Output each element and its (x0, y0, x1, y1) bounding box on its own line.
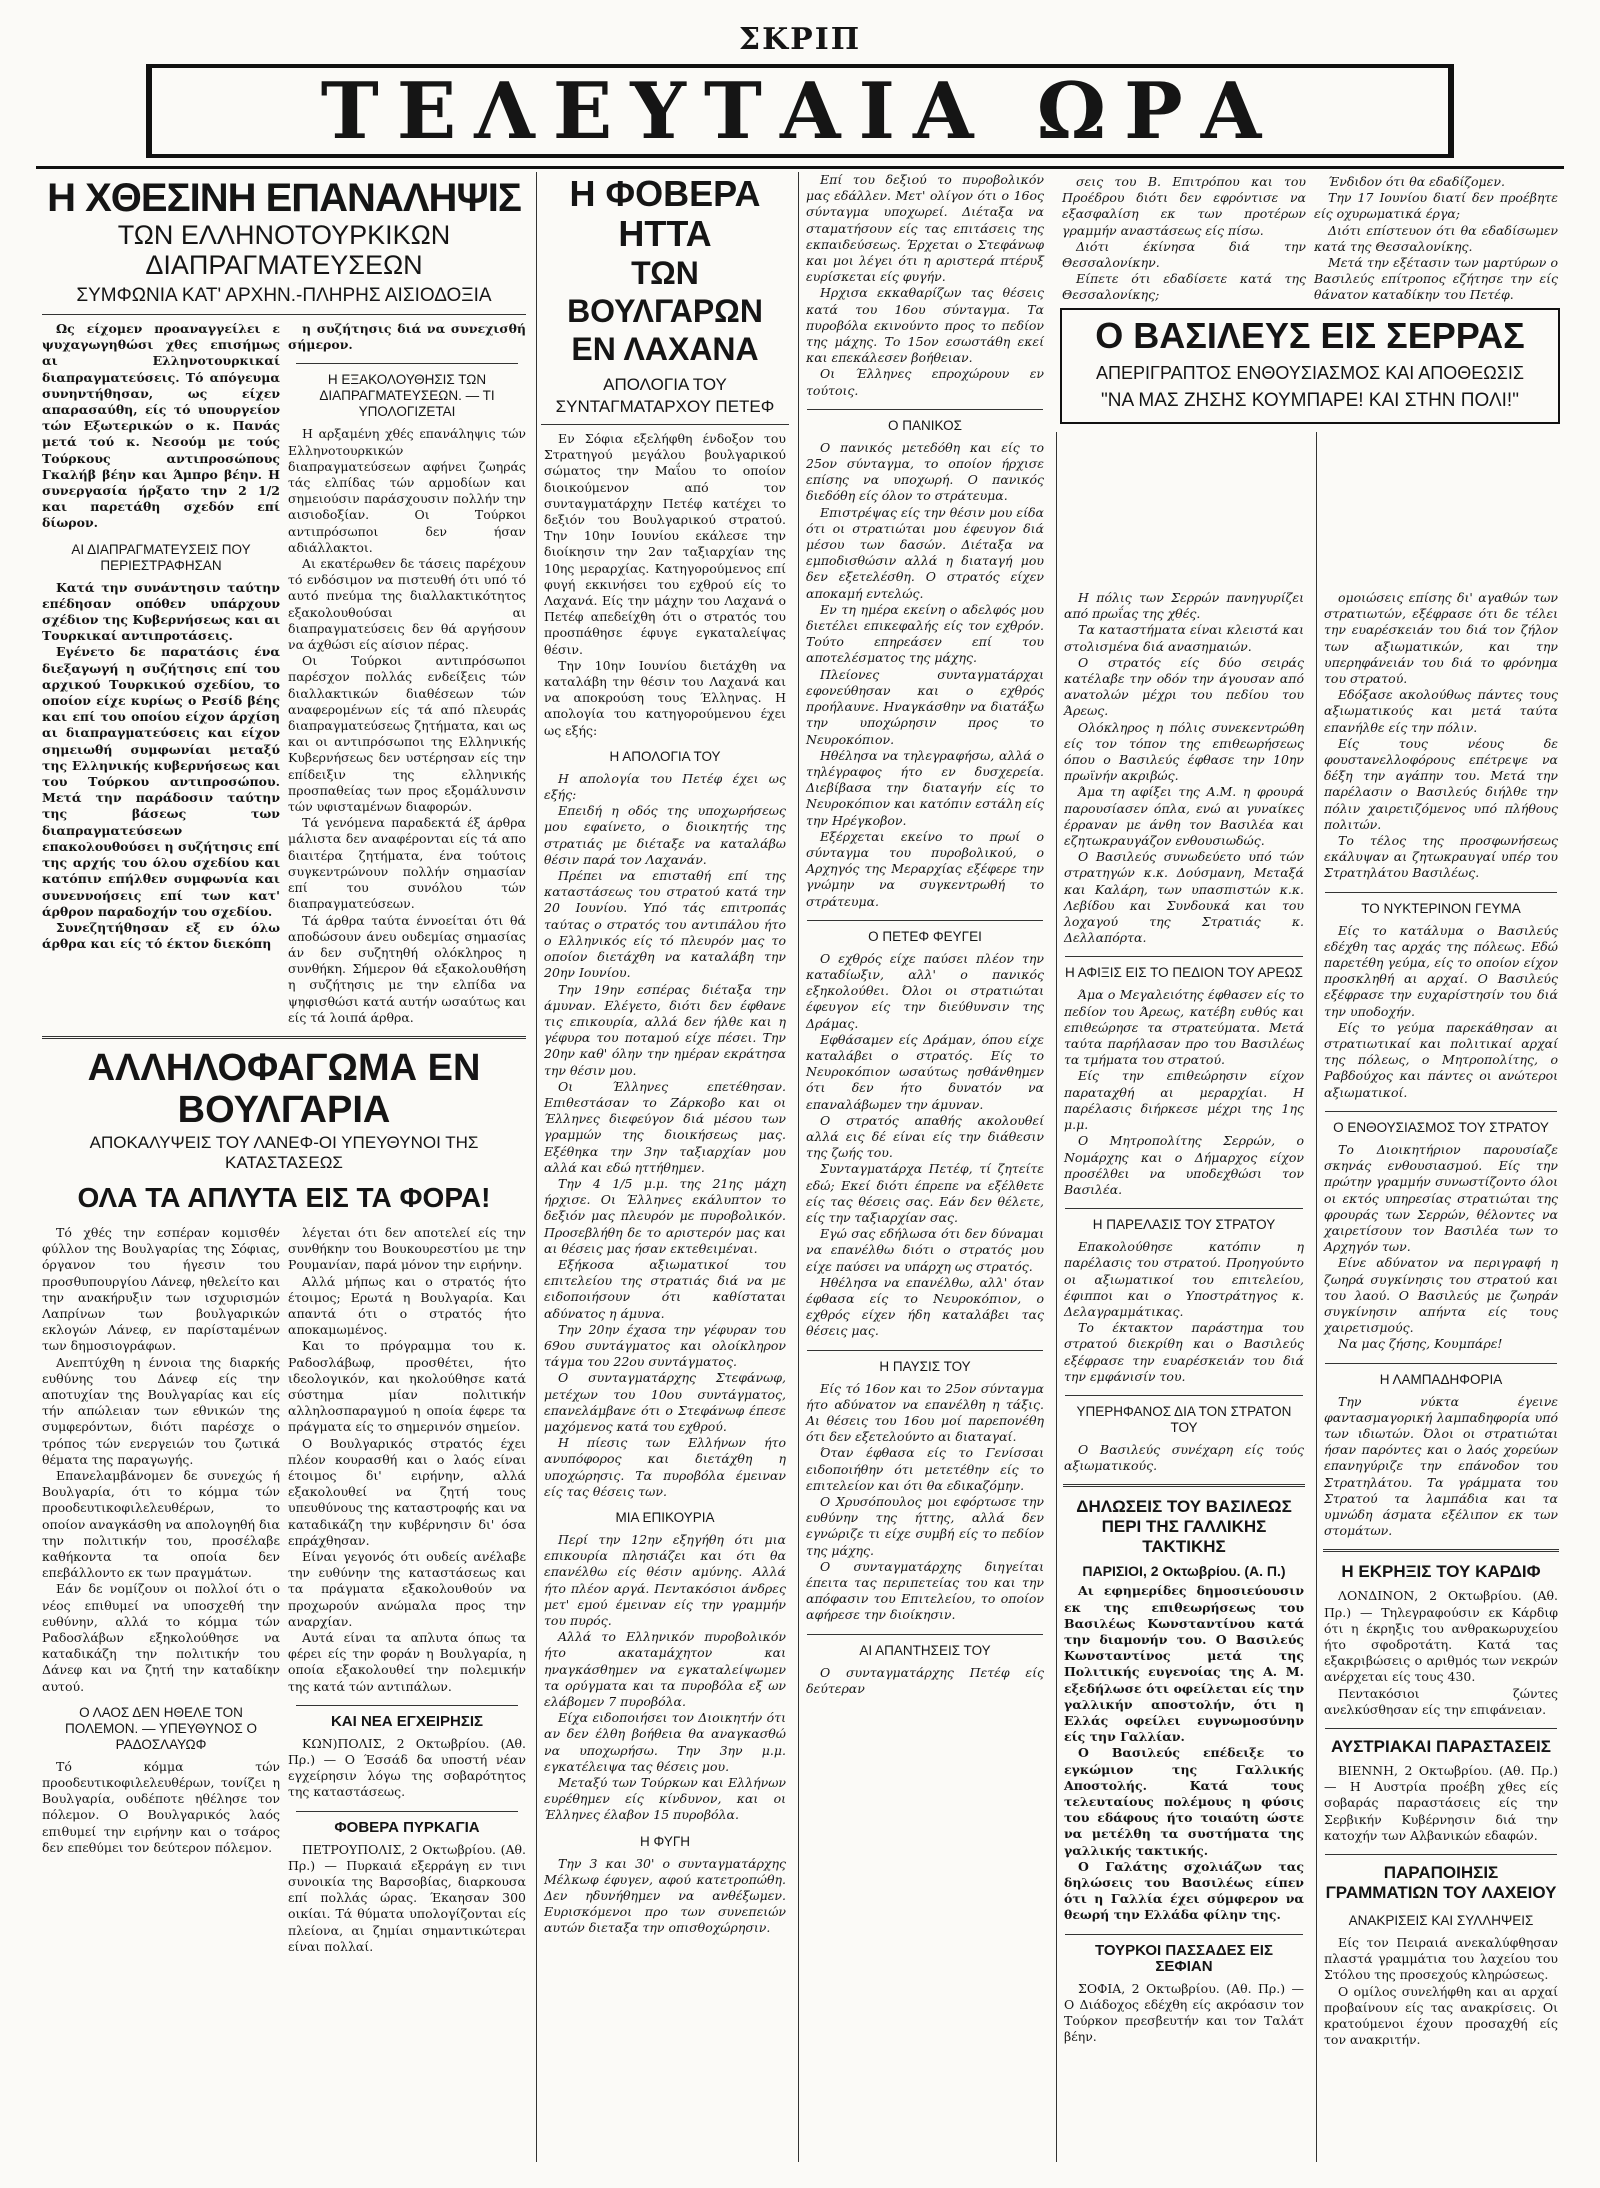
paragraph: Εγένετο δε παρατάσις ένα διεξαγωγή η συζήτησις επί του αρχικού Τουρκικού σχεδίου, το οποίον είχε κυρίως ο Ρεσίδ βέης και επί του οποίου είχον άρχίση αι διαπραγματεύσεις και είχον σημειωθή συμφωνίαι μεταξύ της Ελληνικής κυβερνήσεως και του Τούρκου αντιπροσώπου. Μετά την παράδοσιν ταύτην της βάσεως των διαπραγματεύσεων επακολουθούσει η συζήτησις επί της αρχής του όλου σχεδίου και κατόπιν επήλθεν συμφωνία και συνεννοήσεις επί των κατ' άρθρον παραδοχήν του σχεδίου. (42, 644, 280, 919)
paragraph: Οι Έλληνες επετέθησαν. Επιθεστάσαν το Ζάρκοβο και οι Έλληνες διεφεύγον διά μέσου των γραμμών της διοικήσεως μας. Εξέθηκα την 3ην ταξιαρχίαν μου αλλά και εδώ ηττήθημεν. (544, 1078, 786, 1175)
subheading: Ο ΠΑΝΙΚΟΣ (807, 409, 1043, 434)
paragraph: Ο Χρυσόπουλος μοι εφόρτωσε την ευθύνην της ήττης, αλλά δεν εγνώριζε τι είχε συμβή είς το πεδίον της μάχης. (806, 1494, 1044, 1558)
paragraph: Άμα ο Μεγαλειότης έφθασεν είς το πεδίον του Άρεως, κατέβη ευθύς και επιθεώρησε τα στρατεύματα. Μετά ταύτα παρήλασαν προ του Βασιλέως τα τμήματα του στρατού. (1064, 987, 1304, 1068)
subcolumn-left (1062, 174, 1306, 304)
paragraph: Αλλά το Ελληνικόν πυροβολικόν ήτο ακαταμάχητον και ηναγκάσθημεν να εγκαταλείψωμεν τα ορύγματα και τα πυροβόλα εξ ων ελάβομεν 7 πυροβόλα. (544, 1629, 786, 1710)
column-3 (798, 172, 1051, 2162)
paragraph: Οι Έλληνες επροχώρουν εν τούτοις. (806, 366, 1044, 398)
paragraph: Όταν έφθασα είς το Γενίσσαι ειδοποιήθην ότι μετετέθην είς το επιτελείον και ότι θα εδικαζόμην. (806, 1445, 1044, 1493)
paragraph: η συζήτησις διά να συνεχισθή σήμερον. (288, 321, 526, 353)
paragraph: Πρέπει να επισταθή επί της καταστάσεως του στρατού κατά την 20 Ιουνίου. Υπό τάς επιτροπάς ταύτας ο στρατός του αντιπάλου ήτο ο Ελληνικός είς τό πλευρόν μας το οποίον διετάχθη να καταλάβη την 20ην Ιουνίου. (544, 868, 786, 981)
paragraph: Την 10ην Ιουνίου διετάχθη να καταλάβη την θέσιν του Λαχανά και να αποκρούση τους Έλληνας. Η απολογία του κατηγορούμενου έχει ως εξής: (544, 657, 786, 738)
paragraph: ΣΟΦΙΑ, 2 Οκτωβρίου. (Αθ. Πρ.) — Ο Διάδοχος εδέχθη είς ακρόασιν τον Τούρκον πρεσβευτήν και τον Ταλάτ βέην. (1064, 1980, 1304, 2045)
paragraph: ΛΟΝΔΙΝΟΝ, 2 Οκτωβρίου. (Αθ. Πρ.) — Τηλεγραφούσιν εκ Κάρδιφ ότι η έκρηξις του ανθρακωρυχείου ήτο σφοδροτάτη. Κατά τας εξακριβώσεις ο αριθμός των νεκρών ανέρχεται είς τους 430. (1324, 1588, 1558, 1685)
paragraph: Την 17 Ιουνίου διατί δεν προέβητε είς οχυρωματικά έργα; (1314, 190, 1558, 222)
article-headline: ΑΛΛΗΛΟΦΑΓΩΜΑ ΕΝ ΒΟΥΛΓΑΡΙΑ (87, 1046, 481, 1131)
paragraph: Είπετε ότι εδαδίσετε κατά της Θεσσαλονίκης; (1062, 271, 1306, 303)
paragraph: Ο συνταγματάρχης διηγείται έπειτα τας περιπετείας του και την απόφασιν του Επιτελείου, το οποίον αφήρεσε την διοίκησιν. (806, 1558, 1044, 1623)
paragraph: Ολόκληρος η πόλις συνεκεντρώθη είς τον τόπον της επιθεωρήσεως όπου ο Βασιλεύς έφθασε την 10ην πρωϊνήν ακριβώς. (1064, 719, 1304, 784)
paragraph: Εν τη ημέρα εκείνη ο αδελφός μου διετέλει επικεφαλής είς τον εχθρόν. Τούτο επηρεάσεν επί του αποτελέσματος της μάχης. (806, 601, 1044, 666)
paragraph: Την 3 και 30' ο συνταγματάρχης Μέλκωφ έφυγεν, αφού κατετροπώθη. Δεν ηδυνήθημεν να ανθέξωμεν. Ευρισκόμενοι προ των συνεπειών αυτών διεταξα την οπισθοχώρησιν. (544, 1855, 786, 1936)
subheading: ΦΟΒΕΡΑ ΠΥΡΚΑΓΙΑ (296, 1811, 518, 1836)
paragraph: Επανελαμβάνομεν δε συνεχώς ή Βουλγαρία, ότι το κόμμα τών προοδευτικοφιλελευθέρων, το οποίον αναγκάσθη να απολογηθή δια την πολιτικήν του, προσέλαβε καθήκοντα τα οποία δεν επεβάλλοντο εκ των πραγμάτων. (42, 1467, 280, 1581)
paragraph: Εγώ σας εδήλωσα ότι δεν δύναμαι να επανέλθω διότι ο στρατός μου είχε παύσει να υπάρχη ως στρατός. (806, 1226, 1044, 1274)
article-deck: "ΝΑ ΜΑΣ ΖΗΣΗΣ ΚΟΥΜΠΑΡΕ! ΚΑΙ ΣΤΗΝ ΠΟΛΙ!" (1101, 389, 1519, 411)
article-deck: ΣΥΜΦΩΝΙΑ ΚΑΤ' ΑΡΧΗΝ.-ΠΛΗΡΗΣ ΑΙΣΙΟΔΟΞΙΑ (42, 284, 526, 315)
paragraph: Ο Βασιλεύς συνέχαρη είς τούς αξιωματικούς. (1064, 1441, 1304, 1474)
paragraph: σεις του Β. Επιτρόπου και του Προέδρου διότι δεν εφρόντισε να εξασφαλίση εκ των προτέρων γραμμήν αναστάσεως είς πίσω. (1062, 174, 1306, 238)
paragraph: Ο πανικός μετεδόθη και είς το 25ον σύνταγμα, το οποίον ήρχισε επίσης να υποχωρή. Ο πανικός διεδόθη είς όλον το στράτευμα. (806, 439, 1044, 504)
paragraph: Ανεπτύχθη η έννοια της διαρκής ευθύνης του Δάνεφ είς την αποτυχίαν της Βουλγαρίας και είς τήν απώλειαν των εθνικών της συμφερόντων, διότι παρέσχε ο τρόπος τών ενεργειών του ζωτικά θέματα της παραγωγής. (42, 1354, 280, 1467)
paragraph: Πλείονες συνταγματάρχαι εφονεύθησαν και ο εχθρός προήλαυνε. Ηναγκάσθην να διατάξω την υποχώρησιν προς το Νευροκόπιον. (806, 666, 1044, 747)
column-4 (1056, 172, 1311, 2162)
article-headline-2: ΤΩΝ ΒΟΥΛΓΑΡΩΝ ΕΝ ΛΑΧΑΝΑ (567, 255, 763, 367)
paragraph: Ο Βασιλεύς επέδειξε το εγκώμιον της Γαλλικής Αποστολής. Κατά τους τελευταίους πολέμους η φύσις του εδάφους ήτο τοιαύτη ώστε να μετέλθη τα συστήματα της γαλλικής τακτικής. (1064, 1745, 1304, 1858)
paragraph: Ο στρατός είς δύο σειράς κατέλαβε την οδόν την άγουσαν από ανατολών μέχρι του πεδίου του Άρεως. (1064, 654, 1304, 719)
paragraph: ΒΙΕΝΝΗ, 2 Οκτωβρίου. (Αθ. Πρ.) — Η Αυστρία προέβη χθες είς σοβαράς παραστάσεις είς την Σερβικήν Κυβέρνησιν διά την κατοχήν των Αλβανικών εδαφών. (1324, 1762, 1558, 1843)
subcolumn-right (288, 1225, 526, 1955)
paragraph: Να μας ζήσης, Κουμπάρε! (1338, 1336, 1503, 1352)
paragraph: Ηθέλησα να τηλεγραφήσω, αλλά ο τηλέγραφος ήτο εν δυσχερεία. Διεβίβασα την διαταγήν είς το Νευροκόπιον και κατόπιν εστάλη είς την Ηρέγκοβον. (806, 747, 1044, 828)
subheading: Η ΛΑΜΠΑΔΗΦΟΡΙΑ (1325, 1363, 1557, 1388)
subheading: ΑΥΣΤΡΙΑΚΑΙ ΠΑΡΑΣΤΑΣΕΙΣ (1325, 1728, 1557, 1757)
paragraph: Τα καταστήματα είναι κλειστά και στολισμένα διά ανασημαιών. (1064, 622, 1304, 654)
paragraph: Εξήκοσα αξιωματικοί του επιτελείου της στρατιάς διά να με ειδοποιήσουν ότι καθίσταται αδύνατος η άμυνα. (544, 1256, 786, 1321)
subheading: ΜΙΑ ΕΠΙΚΟΥΡΙΑ (615, 1510, 715, 1525)
paragraph: Ηθέλησα να επανέλθω, αλλ' όταν έφθασα είς το Νευροκόπιον, ο εχθρός είχεν ήδη καταλάβει τας θέσεις μας. (806, 1274, 1044, 1339)
paragraph: Αι εφημερίδες δημοσιεύουσιν εκ της επιθεωρήσεως του Βασιλέως Κωνσταντίνου κατά την διαμονήν του. Ο Βασιλεύς Κωνσταντίνος μετά της Πολιτικής ευγενοίας της Α. Μ. εξεδήλωσε ότι οφείλεται είς την γαλλικήν αποστολήν, ότι η Ελλάς οφείλει ευγνωμοσύνην είς την Γαλλίαν. (1064, 1583, 1304, 1745)
article-subheadline: ΑΠΕΡΙΓΡΑΠΤΟΣ ΕΝΘΟΥΣΙΑΣΜΟΣ ΚΑΙ ΑΠΟΘΕΩΣΙΣ (1096, 362, 1524, 383)
subheading: Ο ΠΕΤΕΦ ΦΕΥΓΕΙ (807, 920, 1043, 945)
paragraph: Την νύκτα έγεινε φαντασμαγορική λαμπαδηφορία υπό των ιδιωτών. Όλοι οι στρατιώται ήσαν παρόντες και ο λαός χορεύων επανηγύριζε την επάνοδον του Στρατηλάτου. Τα γράμματα του Στρατού τα λαμπάδια και τα υμνώδη άσματα εξέλιπον εκ των στομάτων. (1324, 1393, 1558, 1539)
king-article-top (1056, 172, 1564, 432)
paragraph: Τό κόμμα τών προοδευτικοφιλελευθέρων, τονίζει η Βουλγαρία, ουδέποτε ηθέλησε τον πόλεμον. Ο Βουλγαρικός λαός επιθυμεί την ειρήνην και ο τσάρος δεν επεθύμει τον δεύτερον πόλεμον. (42, 1758, 280, 1855)
paragraph: Ο στρατός απαθής ακολουθεί αλλά εις δέ είναι είς την διάθεσιν της ζωής του. (806, 1112, 1044, 1161)
columns (36, 172, 1564, 2162)
subcolumn-left (42, 321, 280, 1026)
paragraph: Εφθάσαμεν είς Δράμαν, όπου είχε καταλάβει ο στρατός. Είς το Νευροκόπιον ωσαύτως ησθάνθημεν ότι δεν ήτο δυνατόν να επαναλάβωμεν την άμυναν. (806, 1031, 1044, 1112)
paragraph: Την 20ην έχασα την γέφυραν του 69ου συντάγματος και ολοίκληρον τάγμα του 22ου συντάγματος. (544, 1321, 786, 1370)
paragraph: Μετά την εξέτασιν των μαρτύρων ο Βασιλεύς επίτροπος εζήτησε την είς θάνατον καταδίκην του Πετέφ. (1314, 255, 1558, 303)
paragraph: Πεντακόσιοι ζώντες ανελκύσθησαν είς την επιφάνειαν. (1324, 1685, 1558, 1717)
paragraph: Ο συνταγματάρχης Πετέφ είς δεύτεραν (806, 1664, 1044, 1696)
subheading: ΚΑΙ ΝΕΑ ΕΓΧΕΙΡΗΣΙΣ (296, 1705, 518, 1730)
paragraph: Εδόξασε ακολούθως πάντες τους αξιωματικούς και μετά ταύτα επανήλθε είς την πόλιν. (1324, 687, 1558, 735)
column-5 (1316, 172, 1565, 2162)
paragraph: Την 4 1/5 μ.μ. της 21ης μάχη ήρχισε. Οι Έλληνες εκάλυπτον το δεξιόν μας πλευρόν με πυροβολικόν. Προσεβλήθη δε το αριστερόν μας και αι θέσεις μας ήσαν εκτεθειμέναι. (544, 1175, 786, 1256)
paragraph: Η πίεσις των Ελλήνων ήτο ανυπόφορος και διετάχθη η υποχώρησις. Τα πυροβόλα έμειναν είς τας θέσεις των. (544, 1435, 786, 1499)
paragraph: Τό χθές την εσπέραν κομισθέν φύλλον της Βουλγαρίας της Σόφιας, όργανον του ήγεσιν του προσθυπουργίου Λάνεφ, ηθελείτο και την ανακήρυξιν των ισχυρισμών Λαπρίνων των βουλγαρικών εκλογών Λάνεφ, εν παρίσταμένων των δημοσιογράφων. (42, 1224, 280, 1354)
paragraph: Είς το κατάλυμα ο Βασιλεύς εδέχθη τας αρχάς της πόλεως. Εδώ παρετέθη γεύμα, είς το οποίον είχον προσκληθή αι αρχαί. Ο Βασιλεύς εξέφρασε την ευχαρίστησίν του διά την υποδοχήν. (1324, 922, 1558, 1019)
subheading: Η ΑΠΟΛΟΓΙΑ ΤΟΥ (609, 748, 721, 764)
divider (42, 1036, 526, 1039)
paragraph: Ένδιδον ότι θα εδαδίζομεν. (1328, 174, 1505, 189)
subheading: Ο ΕΝΘΟΥΣΙΑΣΜΟΣ ΤΟΥ ΣΤΡΑΤΟΥ (1325, 1111, 1557, 1136)
paragraph: Είχα ειδοποιήσει τον Διοικητήν ότι αν δεν έλθη βοήθεια θα αναγκασθώ να υποχωρήσω. Την 3ην μ.μ. εγκατέλειψα τας θέσεις μου. (544, 1710, 786, 1774)
paragraph: ομοιώσεις επίσης δι' αγαθών των στρατιωτών, εξέφρασε ότι δε τέλει την ευαρέσκειάν του διά τον ζήλον των αξιωματικών, και την υπερηφάνειάν του διά το φρόνημα του στρατού. (1324, 590, 1558, 687)
divider (1323, 1549, 1559, 1552)
subcolumn-right (288, 321, 526, 1026)
paragraph: Επί του δεξιού το πυροβολικόν μας εδάλλεν. Μετ' ολίγον ότι ο 16ος σύνταγμα υποχωρεί. Διέταξα να σταματήσουν είς τας επιτάσεις της εκπαιδεύσεως. Έρχεται ο Στεφάνωφ και μοι λέγει ότι η αριστερά πτέρυξ ευρίσκεται είς φυγήν. (806, 172, 1044, 285)
subheading: ΤΟΥΡΚΟΙ ΠΑΣΣΑΔΕΣ ΕΙΣ ΣΕΦΙΑΝ (1065, 1934, 1303, 1975)
paragraph: Περί την 12ην εξηγήθη ότι μια επικουρία πλησιάζει και ότι θα επανέλθω είς θέσιν αμύνης. Αλλά ήτο πλέον αργά. Πεντακόσιοι άνδρες μετ' εμού έμειναν είς την γραμμήν του πυρός. (544, 1532, 786, 1629)
paragraph: Η αρξαμένη χθές επανάληψις τών Ελληνοτουρκικών διαπραγματεύσεων αφήνει ζωηράς τάς ελπίδας τών αρμοδίων και σημειούσιν παράσχουσιν πολλήν την αισιοδοξίαν. Οι Τούρκοι αντιπρόσωποι δεν ήσαν αδιάλλακτοι. (288, 426, 526, 555)
paragraph: Είς το γεύμα παρεκάθησαν αι στρατιωτικαί και πολιτικαί αρχαί της πόλεως, ο Μητροπολίτης, ο Ραβδούχος και πάντες οι ανώτεροι αξιωματικοί. (1324, 1019, 1558, 1100)
article-headline: Ο ΒΑΣΙΛΕΥΣ ΕΙΣ ΣΕΡΡΑΣ (1095, 314, 1525, 356)
subheading: Η ΑΦΙΞΙΣ ΕΙΣ ΤΟ ΠΕΔΙΟΝ ΤΟΥ ΑΡΕΩΣ (1065, 956, 1303, 981)
column-1 (36, 172, 532, 2162)
banner-rule (36, 166, 1564, 169)
article-body (42, 1225, 526, 1955)
divider (1063, 1484, 1305, 1487)
article-deck: ΑΠΟΛΟΓΙΑ ΤΟΥ ΣΥΝΤΑΓΜΑΤΑΡΧΟΥ ΠΕΤΕΦ (541, 374, 789, 425)
article-headline: Η ΦΟΒΕΡΑ ΗΤΤΑ (569, 173, 761, 254)
paragraph: Αυτά είναι τα απλυτα όπως τα φέρει είς την φοράν η Βουλγαρία, η οποία εξακολουθεί την πολεμικήν της κατά τών αντιπάλων. (288, 1630, 526, 1694)
subheading: ΔΗΛΩΣΕΙΣ ΤΟΥ ΒΑΣΙΛΕΩΣ ΠΕΡΙ ΤΗΣ ΓΑΛΛΙΚΗΣ ΤΑΚΤΙΚΗΣ (1076, 1497, 1292, 1557)
subheading: ΑΙ ΑΠΑΝΤΗΣΕΙΣ ΤΟΥ (807, 1634, 1043, 1659)
paragraph: Ο Βασιλεύς συνωδεύετο υπό τών στρατηγών κ.κ. Δούσμανη, Μεταξά και Καλάρη, των υπασπιστών κ.κ. Λεβίδου και Συνδουκά και του λοχαγού της Στρατιάς κ. Δελλαπόρτα. (1064, 849, 1304, 946)
paragraph: Είς την επιθεώρησιν είχον παραταχθή αι μεραρχίαι. Η παρέλασις διήρκεσε μέχρι της 1ης μ.μ. (1064, 1068, 1304, 1133)
paragraph: Ο Γαλάτης σχολιάζων τας δηλώσεις του Βασιλέως είπεν ότι η Γαλλία έχει σύμφερον να θεωρή την Ελλάδα φίλην της. (1064, 1858, 1304, 1923)
paragraph: Είς τους νέους δε φουστανελλοφόρους επέτρεψε να δέξη την αγάπην του. Μετά την παρέλασιν ο Βασιλεύς διήλθε την πόλιν χαιρετιζόμενος υπό πλήθους πολιτών. (1324, 735, 1558, 832)
subheading: Η ΦΥΓΗ (639, 1833, 691, 1849)
paragraph: Άμα τη αφίξει της Α.Μ. η φρουρά παρουσίασεν όπλα, ενώ αι γυναίκες έρραναν με άνθη τον Βασιλέα και εζητωκραυγάζον ενθουσιωδώς. (1064, 784, 1304, 849)
paragraph: Εν Σόφια εξελήφθη ένδοξον του Στρατηγού μεγάλου βουλγαρικού σώματος την Μαΐου το οποίον διοικούμενον από τον συνταγματάρχην Πετέφ κατέχει το δεξιόν του Βουλγαρικού στρατού. Την 10ην Ιουνίου εκάλεσε την διοίκησιν την 2αν ταξιαρχίαν της 10ης μεραρχίας. Κατηγορούμενος επί φυγή εκκινήσει του εχθρού είς το Λαχανά. Είς την μάχην του Λαχανά ο Πετέφ απεδείχθη ότι ο στρατός του προσπάθησε έφυγε εγκαταλείψας θέσιν. (544, 431, 786, 657)
paragraph: Η απολογία του Πετέφ έχει ως εξής: (544, 770, 786, 803)
banner-title: ΤΕΛΕΥΤΑΙΑ ΩΡΑ (146, 64, 1454, 158)
subheading: Η ΕΚΡΗΞΙΣ ΤΟΥ ΚΑΡΔΙΦ (1341, 1562, 1541, 1582)
paragraph: Το Διοικητήριον παρουσίαζε σκηνάς ενθουσιασμού. Είς την πρώτην γραμμήν συνωστίζοντο όλοι οι εκτός υπηρεσίας στρατιώται της φρουράς των Σερρών, θέλοντες να χαιρετίσουν τον Βασιλέα των το Αρχηγόν των. (1324, 1141, 1558, 1255)
paragraph: Είς τό 16ον και το 25ον σύνταγμα ήτο αδύνατον να επανέλθη η τάξις. Αι θέσεις του 16ου μοί παρεπονέθη ότι δεν εξετελούντο αι διαταγαί. (806, 1380, 1044, 1445)
article-body (1062, 174, 1558, 304)
paragraph: λέγεται ότι δεν αποτελεί είς την συνθήκην του Βουκουρεστίου με την Ρουμανίαν, παρά μόνον την ειρήνην. (288, 1224, 526, 1273)
subheading: Η ΠΑΡΕΛΑΣΙΣ ΤΟΥ ΣΤΡΑΤΟΥ (1065, 1208, 1303, 1233)
paragraph: Επακολούθησε κατόπιν η παρέλασις του στρατού. Προηγούντο οι αξιωματικοί του επιτελείου, έφιπποι και ο Υποστράτηγος κ. Δελαγραμμάτικας. (1064, 1239, 1304, 1319)
paragraph: Την 19ην εσπέρας διέταξα την άμυναν. Ελέγετο, διότι δεν έφθανε τις επικουρία, αλλά δεν ήλθε και η γέφυρα του ποταμού είχε πέσει. Την 20ην καθ' όλην την ημέραν εκράτησα την θέσιν μου. (544, 981, 786, 1078)
subheading: ΤΟ ΝΥΚΤΕΡΙΝΟΝ ΓΕΥΜΑ (1325, 892, 1557, 917)
article-headline: Η ΧΘΕΣΙΝΗ ΕΠΑΝΑΛΗΨΙΣ (47, 176, 521, 220)
article-headline-2: ΤΩΝ ΕΛΛΗΝΟΤΟΥΡΚΙΚΩΝ ΔΙΑΠΡΑΓΜΑΤΕΥΣΕΩΝ (117, 220, 451, 280)
subcolumn-left (42, 1225, 280, 1955)
paragraph: Επειδή η οδός της υποχωρήσεως μου εφαίνετο, ο διοικητής της στρατιάς με διέταξε να καταλάβω θέσιν παρά τον Λαχανάν. (544, 803, 786, 867)
paragraph: Αλλά μήπως και ο στρατός ήτο έτοιμος; Ερωτά η Βουλγαρία. Και απαντά ότι ο στρατός ήτο αποκαμωμένος. (288, 1273, 526, 1338)
subheading: ΠΑΡΑΠΟΙΗΣΙΣ ΓΡΑΜΜΑΤΙΩΝ ΤΟΥ ΛΑΧΕΙΟΥ (1325, 1854, 1557, 1903)
paragraph: Είναι γεγονός ότι ουδείς ανέλαβε την ευθύνην της καταστάσεως και τα πράγματα εξακολουθούν να προχωρούν ανώμαλα προς την αναρχίαν. (288, 1548, 526, 1629)
subcolumn-right (1314, 174, 1558, 304)
paragraph: Ο Βουλγαρικός στρατός έχει πλέον κουρασθή και ο λαός είναι έτοιμος δι' ειρήνην, αλλά εξακολουθεί να ζητή τους υπευθύνους της καταστροφής και να καταδικάζη την κυβέρνησιν δι' όσα επράχθησαν. (288, 1435, 526, 1548)
paragraph: Τά άρθρα ταύτα έννοείται ότι θά αποδώσουν άνευ ουδεμίας σημασίας άν δεν συζητηθή ολόκληρος η συνθήκη. Σήμερον θά εξακολουθήση η συζήτησις με την ελπίδα να ψηφισθώσι κατά αυτήν ωσαύτως και είς τά λοιπά άρθρα. (288, 912, 526, 1025)
paragraph: Οι Τούρκοι αντιπρόσωποι παρέσχον πολλάς ενδείξεις τών διαλλακτικών διαθέσεων τών αναφερομένων είς τά από πλευράς διαπραγματεύσεως ζητήματα, και ως και οι αντιπρόσωποι της Ελληνικής Κυβερνήσεως δεν υστέρησαν είς την επίδειξιν της ελληνικής προσπαθείας των προς εξομάλυνσιν τών υφισταμένων διαφορών. (288, 653, 526, 815)
paragraph: Κατά την συνάντησιν ταύτην επέδησαν οπόθεν υπάρχουν σχέδιον της Κυβερνήσεως και αι Τουρκικαί αντιπροτάσεις. (42, 579, 280, 644)
dateline: ΠΑΡΙΣΙΟΙ, 2 Οκτωβρίου. (Α. Π.) (1082, 1563, 1286, 1580)
paragraph: Διότι επίστευον ότι θα εδαδίσωμεν κατά της Θεσσαλονίκης. (1314, 222, 1558, 254)
paragraph: Και το πρόγραμμα του κ. Ραδοσλάβωφ, προσθέτει, ήτο ιδεολογικόν, και ηκολούθησε κατά σύστημα μίαν πολιτικήν αλληλοσπαραγμού η οποία έφερε τα πράγματα είς το σημερινόν σημείον. (288, 1338, 526, 1435)
column-2 (536, 172, 793, 2162)
subheading: Ο ΛΑΟΣ ΔΕΝ ΗΘΕΛΕ ΤΟΝ ΠΟΛΕΜΟΝ. — ΥΠΕΥΘΥΝΟΣ Ο ΡΑΔΟΣΛΑΥΩΦ (65, 1704, 257, 1752)
paragraph: Είς τον Πειραιά ανεκαλύφθησαν πλαστά γραμμάτια του λαχείου του Στόλου της προσεχούς κληρώσεως. (1324, 1935, 1558, 1983)
article-body (42, 321, 526, 1026)
subheading: ΥΠΕΡΗΦΑΝΟΣ ΔΙΑ ΤΟΝ ΣΤΡΑΤΟΝ ΤΟΥ (1065, 1395, 1303, 1436)
paragraph: ΚΩΝ)ΠΟΛΙΣ, 2 Οκτωβρίου. (Αθ. Πρ.) — Ο Έσσάδ δα υποστή νέαν εγχείρησιν λόγω της σοβαρότητος της καταστάσεως. (288, 1735, 526, 1800)
masthead: ΣΚΡΙΠ (738, 22, 862, 57)
paragraph: Εξέρχεται εκείνο το πρωί ο σύνταγμα του πυροβολικού, ο Αρχηγός της Μεραρχίας εξέφερε την γνώμην να συγκεντρωθή το στράτευμα. (806, 828, 1044, 909)
paragraph: ΠΕΤΡΟΥΠΟΛΙΣ, 2 Οκτωβρίου. (Αθ. Πρ.) — Πυρκαιά εξερράγη εν τινι συνοικία της Βαρσοβίας, διαρκουσα επί πολλάς ώρας. Έκαησαν 300 οικίαι. Τά θύματα υπολογίζονται είς πλείονα, αι ζημίαι σημαντικώτεραι είναι πολλαί. (288, 1841, 526, 1954)
paragraph: Είνε αδύνατον να περιγραφή η ζωηρά συγκίνησις του στρατού και του λαού. Ο Βασιλεύς με ζωηράν συγκίνησιν απήντα είς τους χαιρετισμούς. (1324, 1255, 1558, 1336)
article-subheadline: ΑΠΟΚΑΛΥΨΕΙΣ ΤΟΥ ΛΑΝΕΦ-ΟΙ ΥΠΕΥΘΥΝΟΙ ΤΗΣ ΚΑΤΑΣΤΑΣΕΩΣ (89, 1132, 479, 1172)
paragraph: Ο εχθρός είχε παύσει πλέον την καταδίωξιν, αλλ' ο πανικός εξηκολούθει. Όλοι οι στρατιώται έφευγον είς την διεύθυνσιν της Δράμας. (806, 950, 1044, 1031)
paragraph: Αι εκατέρωθεν δε τάσεις παρέχουν τό ενδόσιμον να πιστευθή ότι υπό τό αυτό πνεύμα της διαλλακτικότητος εξακολουθούσαι αι διαπραγματεύσεις δεν θά αργήσουν να άχθώσι είς αίσιον πέρας. (288, 556, 526, 653)
paragraph: Συνταγματάρχα Πετέφ, τί ζητείτε εδώ; Εκεί διότι έπρεπε να εξέλθετε είς τας θέσεις σας. Εάν δεν θέλετε, είς την ταξιαρχίαν σας. (806, 1161, 1044, 1225)
subheading: ΑΝΑΚΡΙΣΕΙΣ ΚΑΙ ΣΥΛΛΗΨΕΙΣ (1348, 1913, 1534, 1928)
paragraph: Ως είχομεν προαναγγείλει ε ψυχαγωγηθώσι χθες επισήμως αι Ελληνοτουρκικαί διαπραγματεύσεις. Τό απόγευμα συνηντήθησαν, ως είχεν απαρασαύθη, είς τό υπουργείον τών Εξωτερικών ο κ. Πανάς μετά τού κ. Νεσούμ με τούς Τούρκους αντιπροσώπους Γκαλήβ βέην και Άμπρο βέην. Η συνεργασία ήρξατο την 2 1/2 και παρετάθη σχεδόν επί δίωρον. (42, 321, 280, 531)
paragraph: Ο ομίλος συνελήφθη και αι αρχαί προβαίνουν είς τας ανακρίσεις. Οι κρατούμενοι έχουν προσαχθή είς τον ανακριτήν. (1324, 1983, 1558, 2048)
paragraph: Το έκτακτον παράστημα του στρατού διεκρίθη και ο Βασιλεύς εξέφρασε την ευαρέσκειάν του διά την εμφάνισίν του. (1064, 1320, 1304, 1384)
paragraph: Ο συνταγματάρχης Στεφάνωφ, μετέχων του 10ου συντάγματος, επανελάμβανε ότι ο Στεφάνωφ έπεσε μαχόμενος κατά του εχθρού. (544, 1370, 786, 1434)
article-deck: ΟΛΑ ΤΑ ΑΠΛΥΤΑ ΕΙΣ ΤΑ ΦΟΡΑ! (77, 1181, 491, 1213)
paragraph: Ο Μητροπολίτης Σερρών, ο Νομάρχης και ο Δήμαρχος είχον προσέλθει να υποδεχθώσι τον Βασιλέα. (1064, 1133, 1304, 1197)
subheading: ΑΙ ΔΙΑΠΡΑΓΜΑΤΕΥΣΕΙΣ ΠΟΥ ΠΕΡΙΕΣΤΡΑΦΗΣΑΝ (71, 541, 251, 573)
paragraph: Το τέλος της προσφωνήσεως εκάλυψαν αι ζητωκραυγαί υπέρ του Στρατηλάτου Βασιλέως. (1324, 833, 1558, 881)
subheading: Η ΠΑΥΣΙΣ ΤΟΥ (807, 1350, 1043, 1375)
king-headline-box (1060, 308, 1560, 424)
paragraph: Διότι έκίνησα διά την Θεσσαλονίκην. (1062, 238, 1306, 271)
paragraph: Συνεζητήθησαν εξ εν όλω άρθρα και είς τό έκτον διεκόπη (42, 919, 280, 952)
paragraph: Εάν δε νομίζουν οι πολλοί ότι ο νέος επιθυμεί να υποσχεθή την ευθύνην, αλλά το κόμμα τών Ραδοσλάβων εξηκολούθησε να καταδικάζη την πολιτικήν του Δάνεφ και να ζητή την καταδίκην αυτού. (42, 1581, 280, 1694)
paragraph: Επιστρέψας είς την θέσιν μου είδα ότι οι στρατιώται μου έφευγον διά μέσου των δασών. Διέταξα να εμποδισθώσιν αλλά η διαταγή μου δεν εξετελέσθη. Ο στρατός είχεν αποκαμή εντελώς. (806, 504, 1044, 601)
subheading: Η ΕΞΑΚΟΛΟΥΘΗΣΙΣ ΤΩΝ ΔΙΑΠΡΑΓΜΑΤΕΥΣΕΩΝ. — ΤΙ ΥΠΟΛΟΓΙΖΕΤΑΙ (296, 363, 518, 420)
paragraph: Μεταξύ των Τούρκων και Ελλήνων ευρέθημεν είς κίνδυνον, και οι Έλληνες έλαβον 15 πυροβόλα. (544, 1775, 786, 1823)
paragraph: Η πόλις των Σερρών πανηγυρίζει από πρωΐας της χθές. (1064, 590, 1304, 622)
paragraph: Τά γενόμενα παραδεκτά έξ άρθρα μάλιστα δεν αναφέρονται είς τά απο διαιτέρα ζητήματα, ένα τούτοις συγκεντρώνουν πολλήν σημασίαν επί του συνόλου τών διαπραγματεύσεων. (288, 815, 526, 912)
paragraph: Ηρχισα εκκαθαρίζων τας θέσεις κατά του 16ου σύνταγμα. Τα πυροβόλα εκινούντο προς το πεδίον της μάχης. Το 15ον εσωστάθη εκεί και επεκάλεσεν βοήθειαν. (806, 285, 1044, 366)
